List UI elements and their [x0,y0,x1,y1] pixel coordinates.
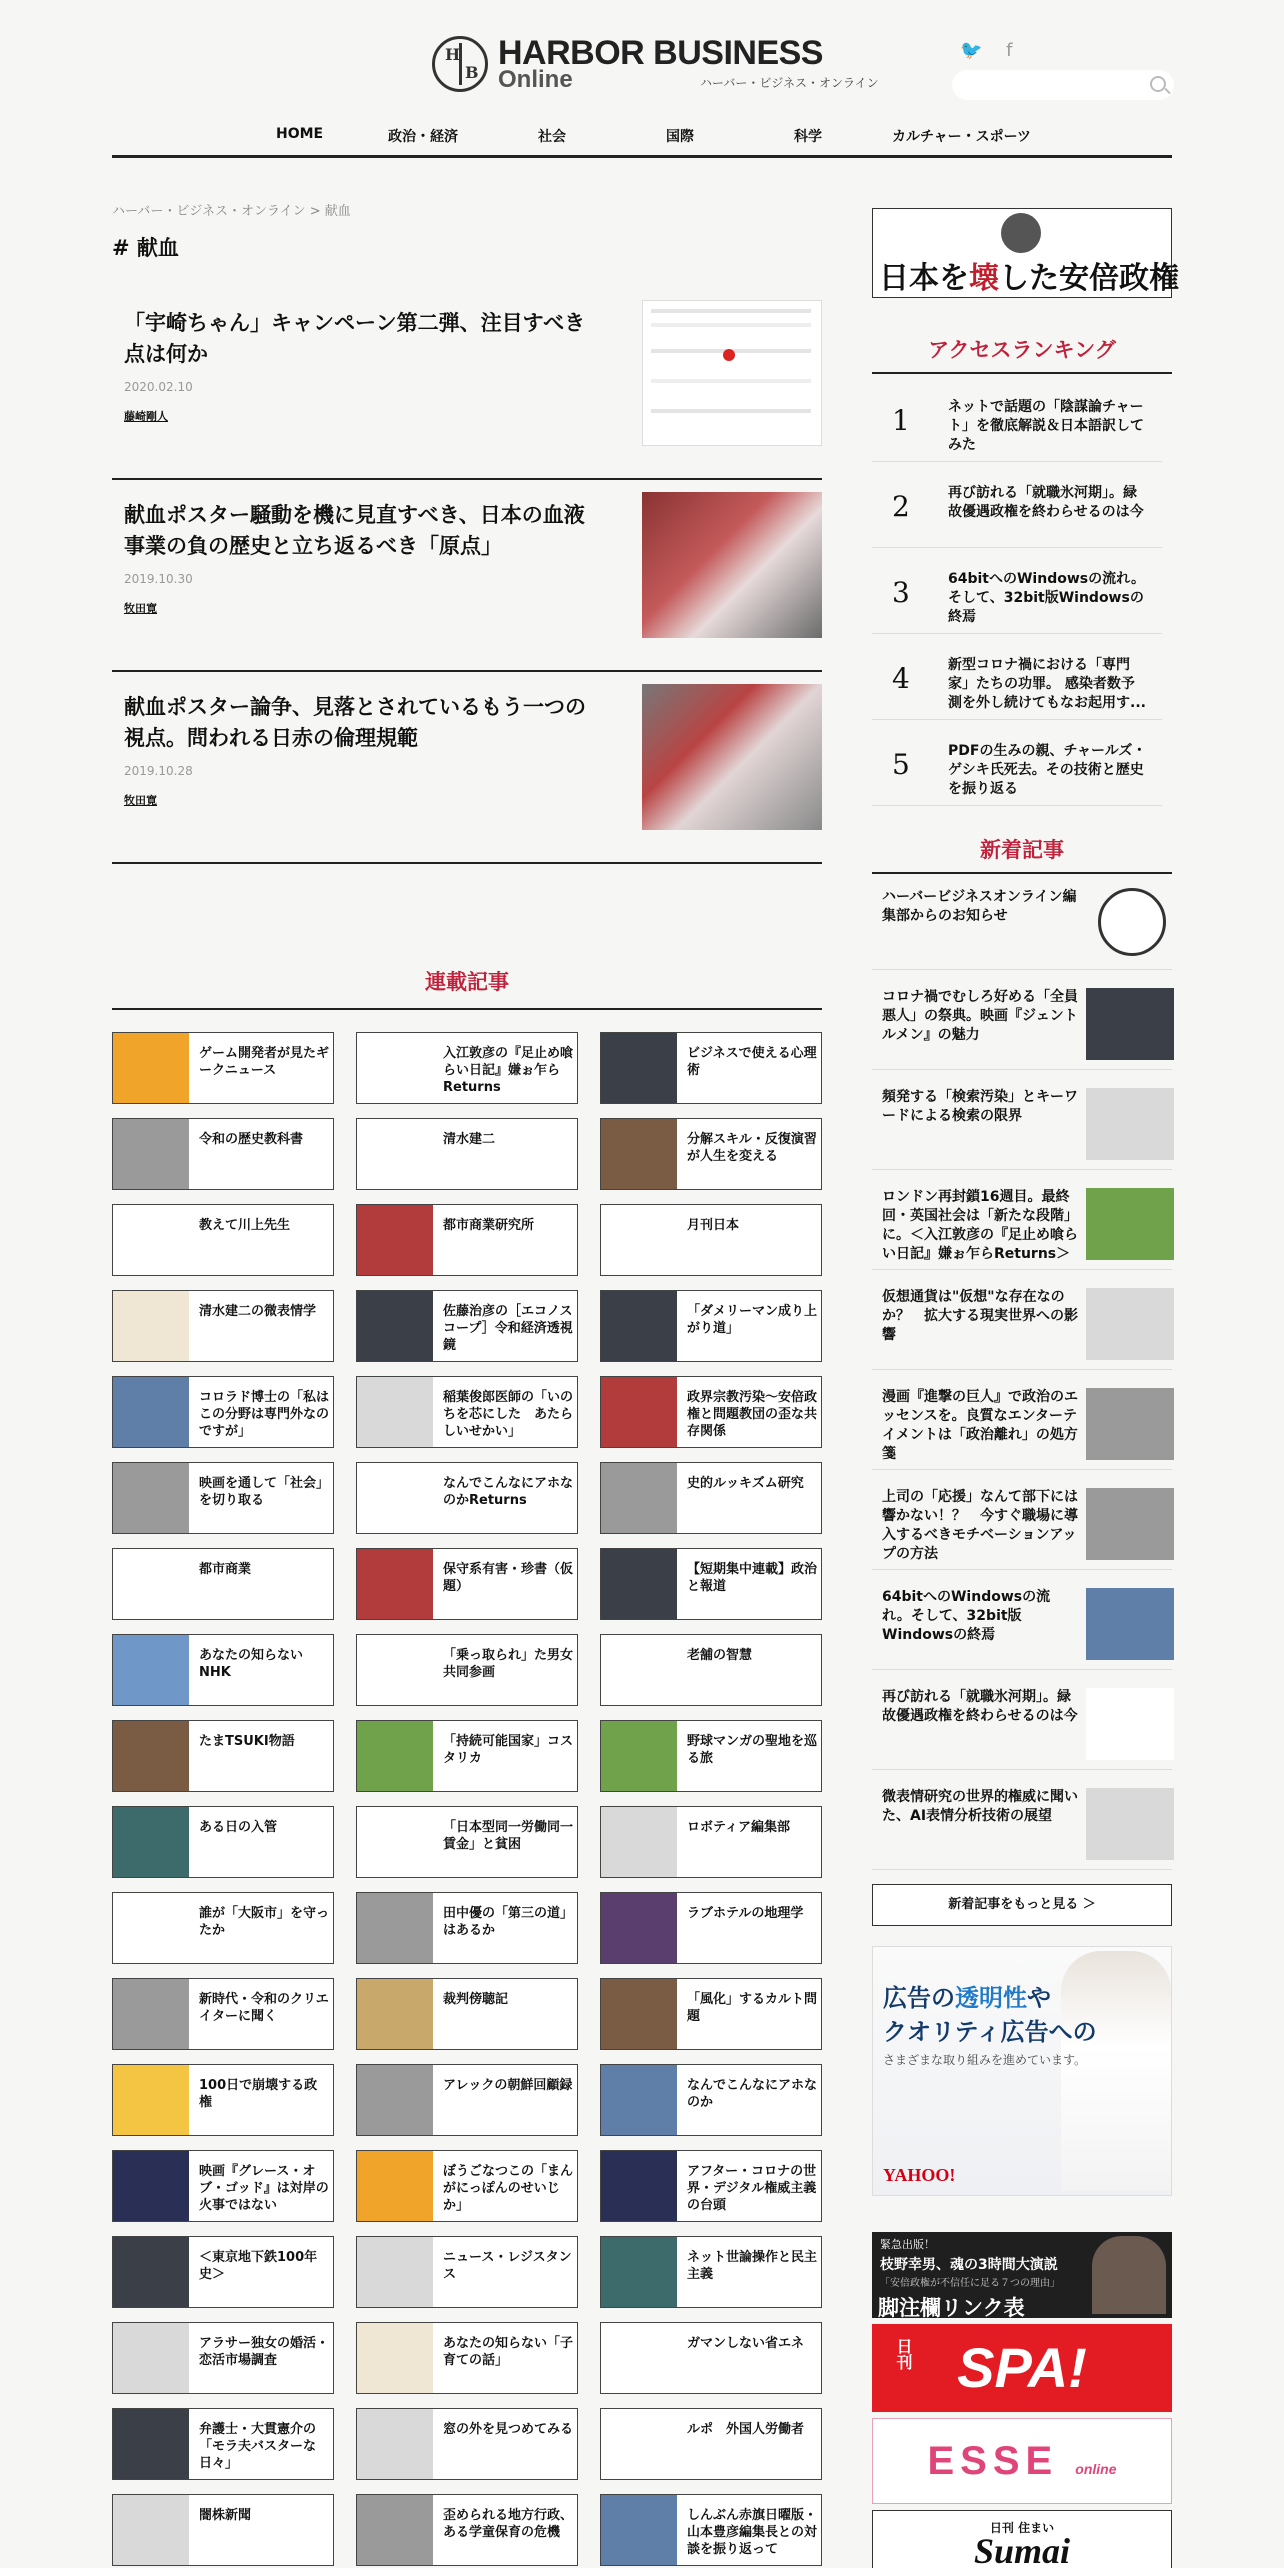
series-thumbnail [601,1549,677,1619]
series-label: 佐藤治彦の［エコノスコープ］令和経済透視鏡 [443,1304,573,1353]
series-thumbnail [601,2151,677,2221]
series-label: あなたの知らないNHK [199,1648,304,1680]
series-thumbnail [601,2237,677,2307]
series-item[interactable] [600,2494,822,2566]
news-title-text[interactable]: 頻発する「検索汚染」とキーワードによる検索の限界 [882,1089,1078,1124]
series-label: 窓の外を見つめてみる [443,2422,574,2437]
series-item[interactable] [600,1548,822,1620]
series-thumbnail [357,2065,433,2135]
series-thumbnail [113,1893,189,1963]
series-label: ニュース・レジスタンス [443,2250,572,2282]
series-label: 映画『グレース・オブ・ゴッド』は対岸の火事ではない [199,2164,329,2213]
series-item[interactable] [112,1548,334,1620]
series-thumbnail [601,1635,677,1705]
banner-text: 脚注欄リンク表 [878,2296,1025,2320]
series-thumbnail [357,2237,433,2307]
series-item[interactable] [112,2408,334,2480]
series-item[interactable] [112,1978,334,2050]
logo-jp-text: ハーバー・ビジネス・オンライン [700,76,879,90]
series-thumbnail [357,2323,433,2393]
news-item[interactable] [872,1078,1172,1170]
search-icon[interactable] [1150,76,1166,92]
series-thumbnail [357,1033,433,1103]
series-item[interactable] [356,2494,578,2566]
edano-banner[interactable] [872,2232,1172,2318]
series-label: コロラド博士の「私はこの分野は専門外なのですが」 [199,1390,330,1439]
series-item[interactable] [112,1204,334,1276]
series-item[interactable] [112,1892,334,1964]
series-thumbnail [601,1205,677,1275]
series-item[interactable] [112,2236,334,2308]
article-thumbnail[interactable] [642,684,822,830]
series-item[interactable] [600,2322,822,2394]
series-thumbnail [113,1377,189,1447]
news-thumbnail [1086,1088,1174,1160]
twitter-icon[interactable]: 🐦 [960,40,983,61]
banner-text: 「安倍政権が不信任に足る７つの理由」 [880,2278,1060,2289]
news-item[interactable] [872,1378,1172,1470]
article-date: 2020.02.10 [124,380,193,394]
series-label: 稲葉俊郎医師の「いのちを芯にした あたらしいせかい」 [443,1390,574,1439]
series-thumbnail [601,1463,677,1533]
spa-banner[interactable] [872,2324,1172,2412]
ranking-title-text[interactable]: PDFの生みの親、チャールズ・ゲシキ氏死去。その技術と歴史を振り返る [948,743,1147,797]
series-thumbnail [113,1721,189,1791]
series-label: 保守系有害・珍書（仮題） [443,1562,574,1594]
ranking-title-text[interactable]: 再び訪れる「就職氷河期」。緑故優遇政権を終わらせるのは今 [948,485,1144,520]
abe-banner-text: 日本を壊した安倍政権 [879,261,1179,296]
nav-society[interactable]: 社会 [538,129,566,145]
article-thumbnail[interactable] [642,300,822,446]
series-label: ロボティア編集部 [687,1820,790,1835]
series-item[interactable] [600,2408,822,2480]
article-date: 2019.10.28 [124,764,193,778]
series-item[interactable] [356,1032,578,1104]
ranking-number: 3 [892,576,910,609]
series-thumbnail [357,2151,433,2221]
series-label: 分解スキル・反復演習が人生を変える [687,1132,817,1164]
series-label: ガマンしない省エネ [687,2336,805,2351]
series-label: アレックの朝鮮回顧録 [443,2078,573,2093]
banner-text: 日刊 住まい [989,2521,1055,2535]
series-label: 「日本型同一労働同一賃金」と貧困 [443,1820,574,1852]
series-thumbnail [113,2495,189,2565]
news-item[interactable] [872,1178,1172,1270]
series-thumbnail [357,1807,433,1877]
series-label: 老舗の智慧 [687,1648,753,1663]
series-label: アフター・コロナの世界・デジタル権威主義の台頭 [687,2164,817,2213]
series-label: なんでこんなにアホなのかReturns [443,1476,574,1508]
series-thumbnail [357,1377,433,1447]
series-thumbnail [113,1205,189,1275]
article-title[interactable]: 献血ポスター論争、見落とされているもう一つの視点。問われる日赤の倫理規範 [124,695,586,750]
series-label: 弁護士・大貫憲介の「モラ夫バスターな日々」 [199,2422,317,2471]
series-label: アラサー独女の婚活・恋活市場調査 [199,2336,330,2368]
news-thumbnail [1086,1388,1174,1460]
logo-emblem: H B [432,36,488,92]
hbo-emblem-icon [1098,888,1166,956]
series-item[interactable] [600,2236,822,2308]
article-author[interactable]: 牧田寛 [124,602,157,615]
series-thumbnail [601,2409,677,2479]
series-label: 政界宗教汚染〜安倍政権と問題教団の歪な共存関係 [687,1390,818,1439]
news-thumbnail [1086,1188,1174,1260]
article-title[interactable]: 献血ポスター騒動を機に見直すべき、日本の血液事業の負の歴史と立ち返るべき「原点」 [124,503,585,558]
series-item[interactable] [356,1892,578,1964]
news-title-text[interactable]: コロナ禍でむしろ好める「全員悪人」の祭典。映画『ジェントルメン』の魅力 [882,989,1078,1043]
series-label: 「乗っ取られ」た男女共同参画 [443,1648,574,1680]
series-thumbnail [357,1893,433,1963]
spa-logo: SPA! [957,2336,1087,2399]
series-label: 「風化」するカルト問題 [687,1992,818,2024]
series-thumbnail [601,2065,677,2135]
series-thumbnail [357,2409,433,2479]
series-thumbnail [113,1463,189,1533]
news-title-text[interactable]: 微表情研究の世界的権威に聞いた、AI表情分析技術の展望 [882,1789,1078,1824]
series-label: ビジネスで使える心理術 [687,1046,817,1078]
article-item[interactable] [112,482,822,672]
logo-title: HARBOR BUSINESS [498,34,823,72]
series-thumbnail [357,1721,433,1791]
series-item[interactable] [356,2236,578,2308]
news-title-text[interactable]: ハーバービジネスオンライン編集部からのお知らせ [882,889,1077,924]
series-label: 教えて川上先生 [199,1218,291,1233]
ranking-number: 4 [892,662,910,695]
series-item[interactable] [600,1204,822,1276]
series-label: 令和の歴史教科書 [199,1132,304,1147]
series-item[interactable] [112,1634,334,1706]
series-thumbnail [113,1033,189,1103]
series-label: ラブホテルの地理学 [687,1906,804,1921]
news-thumbnail [1086,1288,1174,1360]
series-thumbnail [357,1635,433,1705]
news-title-text[interactable]: 漫画『進撃の巨人』で政治のエッセンスを。良質なエンターテイメントは「政治離れ」の処方箋 [882,1389,1078,1462]
series-thumbnail [113,2237,189,2307]
nav-politics-economy[interactable]: 政治・経済 [388,129,458,145]
article-author[interactable]: 牧田寛 [124,794,157,807]
series-item[interactable] [600,1720,822,1792]
series-label: ルポ 外国人労働者 [687,2422,805,2437]
series-label: たまTSUKI物語 [199,1734,295,1749]
series-item[interactable] [356,1806,578,1878]
series-item[interactable] [600,2064,822,2136]
divider [872,372,1172,374]
ranking-number: 1 [892,404,910,437]
page-title: # 献血 [112,236,179,260]
series-item[interactable] [356,2064,578,2136]
esse-logo: ESSE online [927,2439,1117,2483]
series-thumbnail [601,1291,677,1361]
breadcrumb[interactable]: ハーバー・ビジネス・オンライン > 献血 [112,204,351,219]
series-item[interactable] [600,1118,822,1190]
series-thumbnail [601,1033,677,1103]
series-thumbnail [357,1119,433,1189]
series-label: 誰が「大阪市」を守ったか [199,1906,330,1938]
series-thumbnail [113,1635,189,1705]
news-title-text[interactable]: 再び訪れる「就職氷河期」。緑故優遇政権を終わらせるのは今 [882,1689,1078,1724]
series-item[interactable] [112,1806,334,1878]
series-label: なんでこんなにアホなのか [687,2078,818,2110]
series-label: 史的ルッキズム研究 [687,1476,804,1491]
ranking-title-text[interactable]: ネットで話題の「陰謀論チャート」を徹底解説＆日本語訳してみた [948,399,1144,453]
esse-banner[interactable] [872,2418,1172,2504]
series-label: 歪められる地方行政、ある学童保育の危機 [443,2508,574,2540]
ranking-item[interactable] [872,638,1162,720]
ad-subtext: さまざまな取り組みを進めています。 [883,2053,1087,2067]
ranking-item[interactable] [872,380,1162,462]
series-thumbnail [601,1807,677,1877]
series-label: 闇株新聞 [199,2508,252,2523]
news-title: 新着記事 [980,838,1064,862]
article-title[interactable]: 「宇崎ちゃん」キャンペーン第二弾、注目すべき点は何か [124,311,586,366]
news-item[interactable] [872,1278,1172,1370]
person-image [1092,2236,1166,2314]
news-thumbnail [1086,1688,1174,1760]
news-item[interactable] [872,1578,1172,1670]
nav-science[interactable]: 科学 [794,129,822,145]
article-author[interactable]: 藤崎剛人 [124,410,168,423]
series-thumbnail [113,2323,189,2393]
series-thumbnail [113,1979,189,2049]
news-thumbnail [1086,1588,1174,1660]
article-thumbnail[interactable] [642,492,822,638]
ranking-item[interactable] [872,552,1162,634]
series-label: 新時代・令和のクリエイターに聞く [199,1992,329,2024]
series-label: 都市商業 [199,1562,252,1577]
news-thumbnail [1086,1788,1174,1860]
banner-text: 日刊 [894,2338,913,2370]
series-item[interactable] [600,2150,822,2222]
series-label: 都市商業研究所 [443,1218,535,1233]
series-item[interactable] [112,1376,334,1448]
news-title-text[interactable]: 仮想通貨は"仮想"な存在なのか？ 拡大する現実世界への影響 [882,1289,1078,1343]
nav-home[interactable]: HOME [276,126,324,142]
series-item[interactable] [600,1290,822,1362]
series-thumbnail [113,2065,189,2135]
series-thumbnail [357,2495,433,2565]
series-label: 映画を通して「社会」を切り取る [199,1476,330,1508]
banner-text: 枝野幸男、魂の3時間大演説 [880,2257,1058,2273]
series-thumbnail [357,1979,433,2049]
facebook-icon[interactable]: f [1006,40,1013,61]
site-logo[interactable] [432,34,879,94]
news-thumbnail [1086,988,1174,1060]
sumai-logo: Sumai [973,2531,1071,2568]
series-label: あなたの知らない「子育ての話」 [443,2336,574,2368]
news-title-text[interactable]: ロンドン再封鎖16週目。最終回・英国社会は「新たな段階」に。＜入江敦彦の『足止め喰らい日記』嫌ぉ乍らReturns＞ [882,1189,1078,1262]
series-label: 清水建二 [443,1132,496,1147]
banner-text: 緊急出版！ [880,2238,935,2251]
series-thumbnail [113,1119,189,1189]
news-item[interactable] [872,1478,1172,1570]
series-thumbnail [113,1291,189,1361]
series-thumbnail [113,2409,189,2479]
ranking-number: 5 [892,748,910,781]
series-item[interactable] [112,1290,334,1362]
series-label: ある日の入管 [199,1820,278,1835]
series-item[interactable] [600,1376,822,1448]
news-thumbnail [1086,1488,1174,1560]
series-label: 【短期集中連載】政治と報道 [687,1562,818,1594]
article-item[interactable] [112,674,822,864]
series-item[interactable] [112,2064,334,2136]
series-label: ネット世論操作と民主主義 [687,2250,818,2282]
series-item[interactable] [600,1978,822,2050]
series-label: 裁判傍聴記 [443,1992,509,2007]
series-thumbnail [357,1549,433,1619]
series-item[interactable] [356,1462,578,1534]
series-label: しんぶん赤旗日曜版・山本豊彦編集長との対談を振り返って [687,2508,818,2557]
series-thumbnail [357,1291,433,1361]
article-item[interactable] [112,290,822,480]
ranking-title-text[interactable]: 64bitへのWindowsの流れ。そして、32bit版Windowsの終焉 [948,571,1145,625]
search-input[interactable] [952,70,1174,100]
nav-international[interactable]: 国際 [666,129,694,145]
logo-subtitle: Online [498,66,573,93]
series-item[interactable] [356,1720,578,1792]
ad-headline: 広告の透明性や クオリティ広告への [883,1984,1097,2046]
series-item[interactable] [356,2322,578,2394]
sumai-banner[interactable] [872,2510,1172,2568]
series-item[interactable] [356,2150,578,2222]
series-item[interactable] [112,2494,334,2566]
abe-book-banner[interactable] [872,208,1179,298]
divider [112,1008,822,1010]
series-item[interactable] [600,1032,822,1104]
ranking-item[interactable] [872,724,1162,806]
series-item[interactable] [112,1032,334,1104]
person-image [1001,213,1041,253]
main-nav [112,126,1172,158]
series-item[interactable] [112,1720,334,1792]
more-news-button[interactable]: 新着記事をもっと見る ＞ [872,1884,1172,1926]
series-thumbnail [601,1893,677,1963]
yahoo-logo: YAHOO! [883,2165,956,2185]
news-item[interactable] [872,978,1172,1070]
series-item[interactable] [356,2408,578,2480]
series-item[interactable] [112,1462,334,1534]
series-thumbnail [601,1377,677,1447]
series-item[interactable] [356,1548,578,1620]
series-label: ＜東京地下鉄100年史＞ [199,2250,318,2282]
series-item[interactable] [356,1634,578,1706]
series-label: 月刊日本 [687,1218,740,1233]
nav-culture-sports[interactable]: カルチャー・スポーツ [892,129,1032,145]
series-item[interactable] [600,1806,822,1878]
series-label: ゲーム開発者が見たギークニュース [199,1046,330,1078]
news-title-text[interactable]: 64bitへのWindowsの流れ。そして、32bit版Windowsの終焉 [882,1589,1051,1643]
ranking-number: 2 [892,490,910,523]
series-label: 100日で崩壊する政権 [199,2078,318,2110]
series-thumbnail [601,1119,677,1189]
series-label: 田中優の「第三の道」はあるか [443,1906,574,1938]
series-label: 「ダメリーマン成り上がり道」 [687,1304,818,1336]
series-item[interactable] [356,1204,578,1276]
divider [872,872,1172,874]
series-item[interactable] [112,2150,334,2222]
series-item[interactable] [600,1892,822,1964]
news-item[interactable] [872,1778,1172,1870]
series-section-title: 連載記事 [425,970,509,994]
series-label: 野球マンガの聖地を巡る旅 [687,1734,818,1766]
series-label: 入江敦彦の『足止め喰らい日記』嫌ぉ乍らReturns [443,1046,574,1095]
series-item[interactable] [112,1118,334,1190]
series-thumbnail [601,2323,677,2393]
series-item[interactable] [600,1462,822,1534]
series-thumbnail [601,2495,677,2565]
news-item[interactable] [872,878,1172,970]
series-label: ぼうごなつこの「まんがにっぽんのせいじか」 [443,2164,574,2213]
ranking-item[interactable] [872,466,1162,548]
series-item[interactable] [356,1290,578,1362]
article-date: 2019.10.30 [124,572,193,586]
series-thumbnail [113,1807,189,1877]
series-item[interactable] [356,1978,578,2050]
series-item[interactable] [112,2322,334,2394]
series-thumbnail [601,1979,677,2049]
series-thumbnail [357,1463,433,1533]
series-thumbnail [601,1721,677,1791]
yahoo-ad-banner[interactable] [872,1946,1172,2196]
series-label: 「持続可能国家」コスタリカ [443,1734,574,1766]
series-thumbnail [357,1205,433,1275]
site-header [0,0,1284,160]
ranking-title-text[interactable]: 新型コロナ禍における「専門家」たちの功罪。 感染者数予測を外し続けてもなお起用す... [948,657,1146,711]
news-title-text[interactable]: 上司の「応援」なんて部下には響かない！？ 今すぐ職場に導入するべきモチベーションアップの方法 [882,1489,1078,1562]
series-item[interactable] [356,1118,578,1190]
series-item[interactable] [600,1634,822,1706]
series-thumbnail [113,1549,189,1619]
news-item[interactable] [872,1678,1172,1770]
series-thumbnail [113,2151,189,2221]
series-item[interactable] [356,1376,578,1448]
social-links [960,40,1031,61]
ranking-title: アクセスランキング [928,338,1116,362]
series-label: 清水建二の微表情学 [199,1304,317,1319]
